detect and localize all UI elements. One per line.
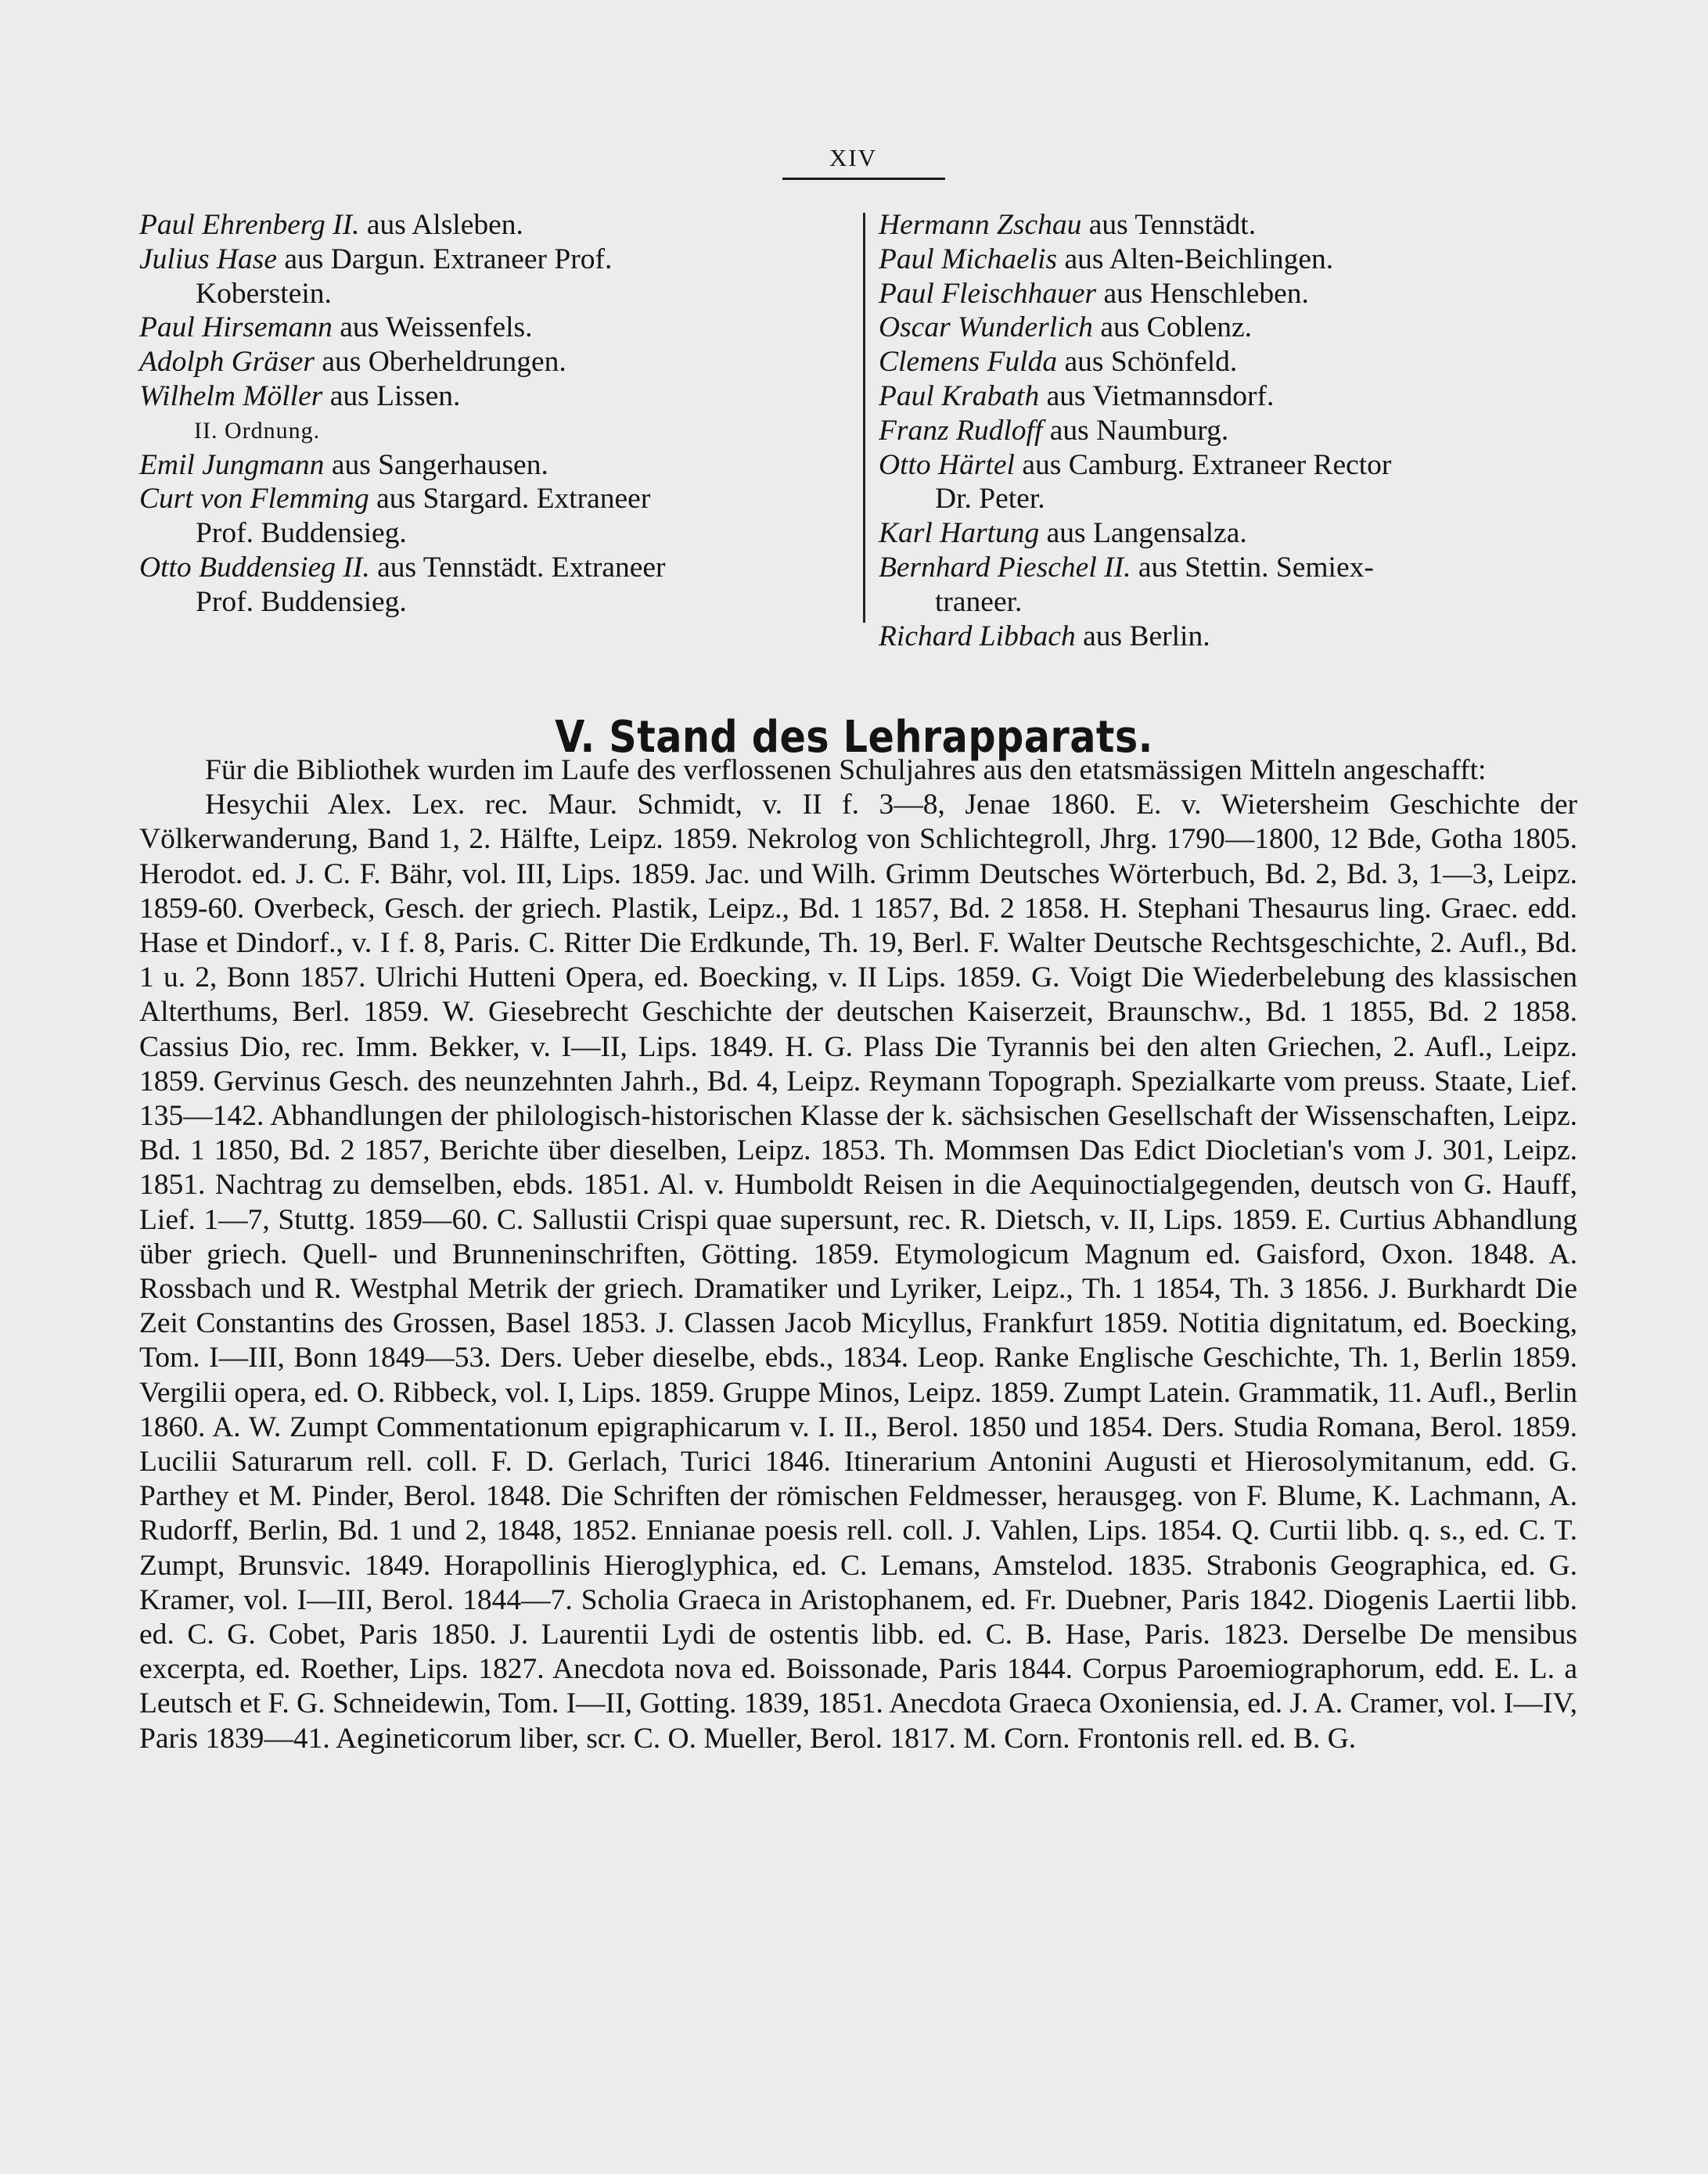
page-number-rule	[782, 178, 945, 180]
student-name: Oscar Wunderlich	[879, 311, 1093, 344]
student-origin: aus Tennstädt.	[1081, 209, 1257, 241]
list-entry	[139, 551, 845, 620]
student-name: Paul Fleischhauer	[879, 277, 1097, 310]
column-divider	[863, 213, 865, 623]
list-entry	[139, 345, 845, 379]
entry-continuation: Dr. Peter.	[935, 483, 1045, 516]
list-entry	[879, 379, 1577, 414]
ordnung-subheading: II. Ordnung.	[194, 417, 321, 444]
student-origin: aus Langensalza.	[1039, 517, 1247, 550]
student-name: Emil Jungmann	[139, 448, 325, 481]
list-entry	[879, 345, 1577, 379]
student-name: Hermann Zschau	[879, 209, 1082, 241]
entry-continuation: Koberstein.	[196, 277, 332, 310]
list-entry	[879, 243, 1577, 277]
student-origin: aus Camburg. Extraneer Rector	[1014, 448, 1392, 481]
list-entry	[139, 243, 845, 311]
student-origin: aus Sangerhausen.	[324, 448, 548, 481]
student-name: Paul Hirsemann	[139, 311, 333, 344]
acquisitions-list: Hesychii Alex. Lex. rec. Maur. Schmidt, v. II f. 3—8, Jenae 1860. E. v. Wietersheim Geschichte der Völkerwanderung, Band 1, 2. Hälfte, Leipz. 1859. Nekrolog von Schlichtegroll, Jhrg. 1790—1800, 12 Bde, Gotha 1805. Herodot. ed. J. C. F. Bähr, vol. III, Lips. 1859. Jac. und Wilh. Grimm Deutsches Wörterbuch, Bd. 2, Bd. 3, 1—3, Leipz. 1859-60. Overbeck, Gesch. der griech. Plastik, Leipz., Bd. 1 1857, Bd. 2 1858. H. Stephani Thesaurus ling. Graec. edd. Hase et Dindorf., v. I f. 8, Paris. C. Ritter Die Erdkunde, Th. 19, Berl. F. Walter Deutsche Rechtsgeschichte, 2. Aufl., Bd. 1 u. 2, Bonn 1857. Ulrichi Hutteni Opera, ed. Boecking, v. II Lips. 1859. G. Voigt Die Wiederbelebung des klassischen Alterthums, Berl. 1859. W. Giesebrecht Geschichte der deutschen Kaiserzeit, Braunschw., Bd. 1 1855, Bd. 2 1858. Cassius Dio, rec. Imm. Bekker, v. I—II, Lips. 1849. H. G. Plass Die Tyrannis bei den alten Griechen, 2. Aufl., Leipz. 1859. Gervinus Gesch. des neunzehnten Jahrh., Bd. 4, Leipz. Reymann Topograph. Spezialkarte vom preuss. Staate, Lief. 135—142. Abhandlungen der philologisch-historischen Klasse der k. sächsischen Gesellschaft der Wissenschaften, Leipz. Bd. 1 1850, Bd. 2 1857, Berichte über dieselben, Leipz. 1853. Th. Mommsen Das Edict Diocletian's vom J. 301, Leipz. 1851. Nachtrag zu demselben, ebds. 1851. Al. v. Humboldt Reisen in die Aequinoctialgegenden, deutsch von G. Hauff, Lief. 1—7, Stuttg. 1859—60. C. Sallustii Crispi quae supersunt, rec. R. Dietsch, v. II, Lips. 1859. E. Curtius Abhandlung über griech. Quell- und Brunneninschriften, Götting. 1859. Etymologicum Magnum ed. Gaisford, Oxon. 1848. A. Rossbach und R. Westphal Metrik der griech. Dramatiker und Lyriker, Leipz., Th. 1 1854, Th. 3 1856. J. Burkhardt Die Zeit Constantins des Grossen, Basel 1853. J. Classen Jacob Micyllus, Frankfurt 1859. Notitia dignitatum, ed. Boecking, Tom. I—III, Bonn 1849—53. Ders. Ueber dieselbe, ebds., 1834. Leop. Ranke Englische Geschichte, Th. 1, Berlin 1859. Vergilii opera, ed. O. Ribbeck, vol. I, Lips. 1859. Gruppe Minos, Leipz. 1859. Zumpt Latein. Grammatik, 11. Aufl., Berlin 1860. A. W. Zumpt Commentationum epigraphicarum v. I. II., Berol. 1850 und 1854. Ders. Studia Romana, Berol. 1859. Lucilii Saturarum rell. coll. F. D. Gerlach, Turici 1846. Itinerarium Antonini Augusti et Hierosolymitanum, edd. G. Parthey et M. Pinder, Berol. 1848. Die Schriften der römischen Feldmesser, herausgeg. von F. Blume, K. Lachmann, A. Rudorff, Berlin, Bd. 1 und 2, 1848, 1852. Ennianae poesis rell. coll. J. Vahlen, Lips. 1854. Q. Curtii libb. q. s., ed. C. T. Zumpt, Brunsvic. 1849. Horapollinis Hieroglyphica, ed. C. Lemans, Amstelod. 1835. Strabonis Geographica, ed. G. Kramer, vol. I—III, Berol. 1844—7. Scholia Graeca in Aristophanem, ed. Fr. Duebner, Paris 1842. Diogenis Laertii libb. ed. C. G. Cobet, Paris 1850. J. Laurentii Lydi de ostentis libb. ed. C. B. Hase, Paris. 1823. Derselbe De mensibus excerpta, ed. Roether, Lips. 1827. Anecdota nova ed. Boissonade, Paris 1844. Corpus Paroemiographorum, edd. E. L. a Leutsch et F. G. Schneidewin, Tom. I—II, Gotting. 1839, 1851. Anecdota Graeca Oxoniensia, ed. J. A. Cramer, vol. I—IV, Paris 1839—41. Aegineticorum liber, scr. C. O. Mueller, Berol. 1817. M. Corn. Frontonis rell. ed. B. G.	[139, 789, 1578, 1755]
student-name: Clemens Fulda	[879, 346, 1058, 379]
list-entry	[879, 311, 1577, 345]
student-name: Julius Hase	[139, 243, 278, 275]
student-origin: aus Stettin. Semiex-	[1131, 551, 1374, 584]
student-name: Curt von Flemming	[139, 483, 369, 516]
student-name: Otto Härtel	[879, 448, 1015, 481]
student-origin: aus Alten-Beichlingen.	[1057, 243, 1334, 275]
student-origin: aus Weissenfels.	[332, 311, 533, 344]
student-origin: aus Stargard. Extraneer	[369, 483, 651, 516]
list-entry	[139, 379, 845, 414]
section-intro: Für die Bibliothek wurden im Laufe des verflossenen Schuljahres aus den etatsmässigen Mitteln angeschafft:	[205, 754, 1487, 786]
student-origin: aus Oberheldrungen.	[314, 346, 566, 379]
student-name: Adolph Gräser	[139, 346, 315, 379]
entry-continuation: traneer.	[935, 585, 1023, 618]
student-name: Paul Ehrenberg II.	[139, 209, 360, 241]
student-origin: aus Lissen.	[322, 379, 461, 412]
student-name: Richard Libbach	[879, 620, 1076, 652]
student-name: Karl Hartung	[879, 517, 1040, 550]
page-number: XIV	[829, 144, 878, 171]
section-title: V. Stand des Lehrapparats.	[555, 711, 1153, 763]
list-entry	[879, 448, 1577, 517]
student-name: Bernhard Pieschel II.	[879, 551, 1131, 584]
list-entry	[879, 414, 1577, 448]
list-entry	[879, 551, 1577, 620]
list-entry	[879, 208, 1577, 243]
student-origin: aus Tennstädt. Extraneer	[369, 551, 666, 584]
entry-continuation: Prof. Buddensieg.	[196, 585, 407, 618]
student-name: Paul Michaelis	[879, 243, 1058, 275]
list-entry	[139, 448, 845, 483]
student-origin: aus Naumburg.	[1042, 414, 1229, 447]
student-name: Franz Rudloff	[879, 414, 1043, 447]
list-entry	[879, 277, 1577, 311]
student-list-left-column	[139, 208, 845, 620]
student-origin: aus Henschleben.	[1096, 277, 1309, 310]
list-entry	[139, 311, 845, 345]
student-name: Otto Buddensieg II.	[139, 551, 370, 584]
student-list-right-column	[879, 208, 1577, 653]
student-origin: aus Vietmannsdorf.	[1039, 379, 1275, 412]
library-acquisitions	[139, 753, 1577, 1756]
student-origin: aus Berlin.	[1075, 620, 1210, 652]
student-name: Wilhelm Möller	[139, 379, 323, 412]
list-entry	[879, 620, 1577, 654]
entry-continuation: Prof. Buddensieg.	[196, 517, 407, 550]
list-entry	[139, 208, 845, 243]
student-origin: aus Alsleben.	[359, 209, 523, 241]
list-entry	[139, 482, 845, 551]
student-origin: aus Coblenz.	[1092, 311, 1253, 344]
student-origin: aus Dargun. Extraneer Prof.	[277, 243, 613, 275]
list-entry	[879, 516, 1577, 551]
student-origin: aus Schönfeld.	[1057, 346, 1238, 379]
student-name: Paul Krabath	[879, 379, 1040, 412]
